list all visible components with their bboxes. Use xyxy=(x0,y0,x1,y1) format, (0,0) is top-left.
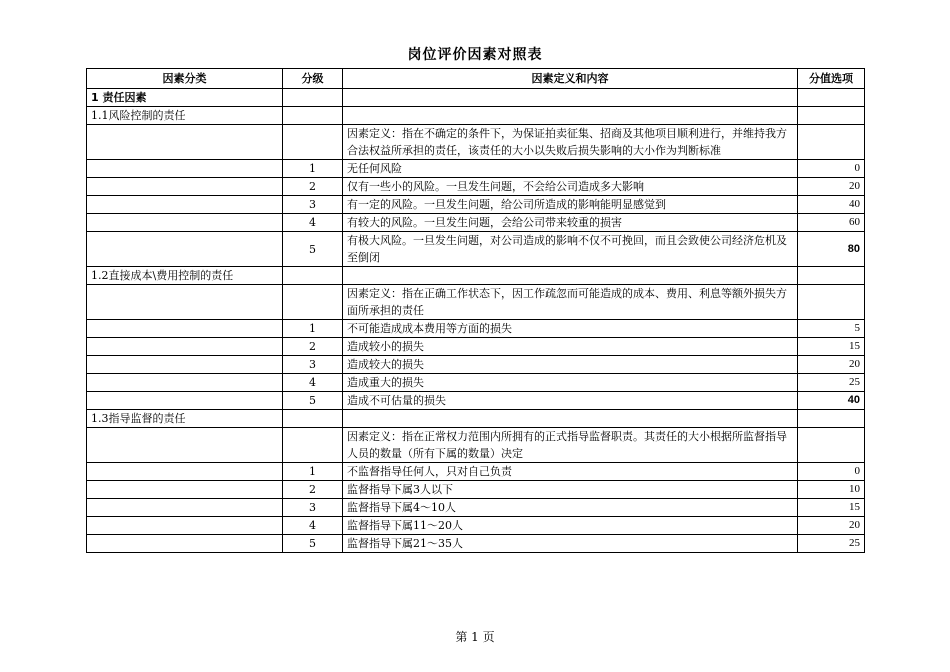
content-cell: 无任何风险 xyxy=(343,160,798,178)
level-cell: 3 xyxy=(283,196,343,214)
content-cell: 造成重大的损失 xyxy=(343,374,798,392)
table-row xyxy=(87,517,865,535)
table-row xyxy=(87,463,865,481)
table-row xyxy=(87,178,865,196)
page-title: 岗位评价因素对照表 xyxy=(407,47,543,63)
factor-definition: 因素定义：指在正确工作状态下，因工作疏忽而可能造成的成本、费用、利息等额外损失方面所承担的责任 xyxy=(343,285,798,320)
level-cell: 5 xyxy=(283,392,343,410)
table-row xyxy=(87,214,865,232)
factor-definition: 因素定义：指在正常权力范围内所拥有的正式指导监督职责。其责任的大小根据所监督指导人员的数量（所有下属的数量）决定 xyxy=(343,428,798,463)
definition-row xyxy=(87,285,865,320)
level-cell: 1 xyxy=(283,463,343,481)
level-cell: 4 xyxy=(283,214,343,232)
level-cell: 1 xyxy=(283,160,343,178)
level-cell: 2 xyxy=(283,481,343,499)
level-cell: 4 xyxy=(283,517,343,535)
content-cell: 监督指导下属3人以下 xyxy=(343,481,798,499)
score-cell: 80 xyxy=(798,232,865,267)
group-name: 1.3指导监督的责任 xyxy=(87,410,283,428)
table-row xyxy=(87,160,865,178)
table-row xyxy=(87,320,865,338)
group-name: 1.1风险控制的责任 xyxy=(87,107,283,125)
level-cell: 5 xyxy=(283,535,343,553)
header-definition: 因素定义和内容 xyxy=(343,69,798,89)
level-cell: 1 xyxy=(283,320,343,338)
content-cell: 监督指导下属4～10人 xyxy=(343,499,798,517)
content-cell: 造成较小的损失 xyxy=(343,338,798,356)
score-cell: 25 xyxy=(798,535,865,553)
evaluation-table xyxy=(86,68,865,553)
page-number: 第 1 页 xyxy=(455,630,495,644)
header-category: 因素分类 xyxy=(87,69,283,89)
score-cell: 40 xyxy=(798,196,865,214)
header-level: 分级 xyxy=(283,69,343,89)
content-cell: 有较大的风险。一旦发生问题，会给公司带来较重的损害 xyxy=(343,214,798,232)
factor-definition: 因素定义：指在不确定的条件下，为保证拍卖征集、招商及其他项目顺利进行，并维持我方合法权益所承担的责任，该责任的大小以失败后损失影响的大小作为判断标准 xyxy=(343,125,798,160)
score-cell: 20 xyxy=(798,178,865,196)
table-row xyxy=(87,196,865,214)
score-cell: 15 xyxy=(798,338,865,356)
content-cell: 监督指导下属21～35人 xyxy=(343,535,798,553)
level-cell: 2 xyxy=(283,338,343,356)
table-row xyxy=(87,535,865,553)
table-row xyxy=(87,338,865,356)
table-row xyxy=(87,481,865,499)
score-cell: 20 xyxy=(798,517,865,535)
table-row xyxy=(87,232,865,267)
level-cell: 5 xyxy=(283,232,343,267)
score-cell: 20 xyxy=(798,356,865,374)
level-cell: 2 xyxy=(283,178,343,196)
score-cell: 15 xyxy=(798,499,865,517)
content-cell: 造成较大的损失 xyxy=(343,356,798,374)
content-cell: 有一定的风险。一旦发生问题，给公司所造成的影响能明显感觉到 xyxy=(343,196,798,214)
level-cell: 3 xyxy=(283,356,343,374)
definition-row xyxy=(87,428,865,463)
header-score: 分值选项 xyxy=(798,69,865,89)
level-cell: 3 xyxy=(283,499,343,517)
score-cell: 25 xyxy=(798,374,865,392)
score-cell: 5 xyxy=(798,320,865,338)
score-cell: 0 xyxy=(798,160,865,178)
definition-row xyxy=(87,125,865,160)
content-cell: 仅有一些小的风险。一旦发生问题，不会给公司造成多大影响 xyxy=(343,178,798,196)
table-row xyxy=(87,499,865,517)
table-row xyxy=(87,392,865,410)
section-title: 1 责任因素 xyxy=(87,89,283,107)
group-row xyxy=(87,267,865,285)
score-cell: 10 xyxy=(798,481,865,499)
content-cell: 不可能造成成本费用等方面的损失 xyxy=(343,320,798,338)
section-row xyxy=(87,89,865,107)
score-cell: 40 xyxy=(798,392,865,410)
level-cell: 4 xyxy=(283,374,343,392)
table-row xyxy=(87,374,865,392)
score-cell: 60 xyxy=(798,214,865,232)
content-cell: 有极大风险。一旦发生问题，对公司造成的影响不仅不可挽回，而且会致使公司经济危机及至倒闭 xyxy=(343,232,798,267)
content-cell: 造成不可估量的损失 xyxy=(343,392,798,410)
content-cell: 监督指导下属11～20人 xyxy=(343,517,798,535)
group-name: 1.2直接成本\费用控制的责任 xyxy=(87,267,283,285)
group-row xyxy=(87,410,865,428)
group-row xyxy=(87,107,865,125)
header-row xyxy=(87,69,865,89)
table-row xyxy=(87,356,865,374)
score-cell: 0 xyxy=(798,463,865,481)
content-cell: 不监督指导任何人，只对自己负责 xyxy=(343,463,798,481)
